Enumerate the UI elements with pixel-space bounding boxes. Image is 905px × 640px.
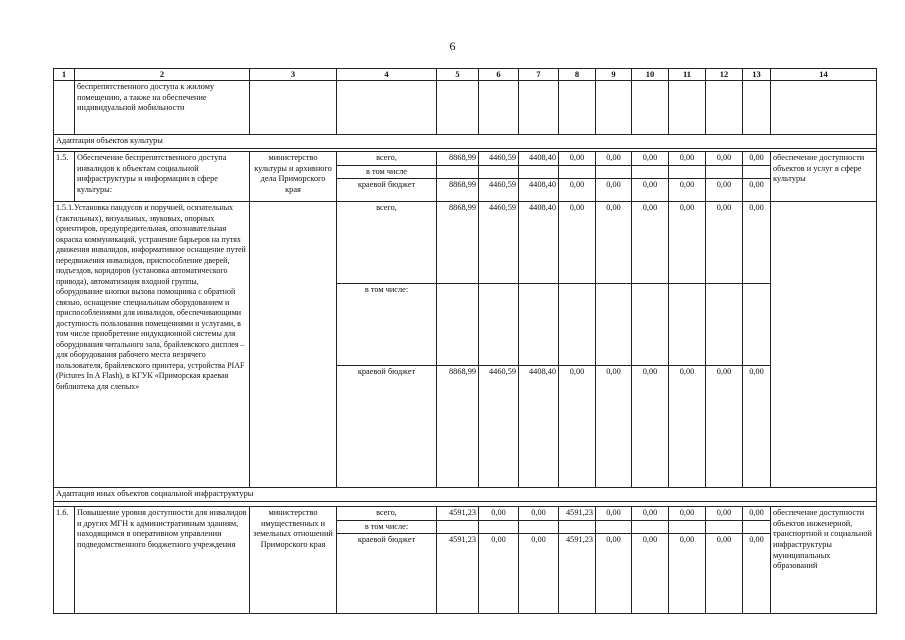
value-cell: 0,00	[632, 507, 669, 521]
value-cell: 4591,23	[559, 507, 596, 521]
header-cell: 8	[559, 69, 596, 81]
value-cell: 0,00	[706, 507, 743, 521]
value-cell: 8868,99	[437, 202, 479, 284]
value-cell: 0,00	[632, 202, 669, 284]
continued-row	[54, 81, 877, 135]
value-cell: 0,00	[519, 507, 559, 521]
result-text: обеспечение доступности объектов инженерной, транспортной и социальной инфраструктуры муниципальных образований	[771, 507, 877, 614]
row-description: Обеспечение беспрепятственного доступа инвалидов к объектам социальной инфраструктуры и информации в сфере культуры:	[75, 152, 250, 202]
header-cell: 4	[337, 69, 437, 81]
row-description: Повышение уровня доступности для инвалидов и других МГН к административным зданиям, находящимся в оперативном управлении подведомственного бюджетного учреждения	[75, 507, 250, 614]
header-cell: 10	[632, 69, 669, 81]
funding-label: всего,	[337, 507, 437, 521]
value-cell: 0,00	[743, 534, 771, 614]
row-number: 1.5.1.	[56, 203, 74, 213]
value-cell: 0,00	[706, 534, 743, 614]
value-cell: 0,00	[632, 534, 669, 614]
header-cell: 3	[250, 69, 337, 81]
value-cell: 4460,59	[479, 152, 519, 166]
value-cell: 0,00	[743, 366, 771, 488]
result-text: обеспечение доступности объектов и услуг в сфере культуры	[771, 152, 877, 202]
value-cell: 0,00	[743, 179, 771, 202]
section-title: Адаптация иных объектов социальной инфраструктуры	[54, 488, 877, 502]
value-cell: 0,00	[519, 534, 559, 614]
value-cell: 0,00	[559, 366, 596, 488]
value-cell: 0,00	[596, 202, 632, 284]
value-cell: 0,00	[632, 366, 669, 488]
header-cell: 14	[771, 69, 877, 81]
value-cell: 4591,23	[437, 534, 479, 614]
value-cell: 8868,99	[437, 366, 479, 488]
value-cell: 0,00	[559, 202, 596, 284]
value-cell: 0,00	[596, 179, 632, 202]
header-cell: 13	[743, 69, 771, 81]
table-row	[54, 152, 877, 166]
header-cell: 9	[596, 69, 632, 81]
value-cell: 0,00	[632, 152, 669, 166]
value-cell: 0,00	[596, 507, 632, 521]
header-cell: 11	[669, 69, 706, 81]
value-cell: 0,00	[669, 366, 706, 488]
funding-label: краевой бюджет	[337, 366, 437, 488]
value-cell: 0,00	[596, 534, 632, 614]
value-cell: 0,00	[706, 152, 743, 166]
value-cell: 0,00	[669, 534, 706, 614]
value-cell: 0,00	[706, 202, 743, 284]
header-cell: 2	[75, 69, 250, 81]
value-cell: 4591,23	[437, 507, 479, 521]
value-cell: 0,00	[669, 152, 706, 166]
value-cell: 4591,23	[559, 534, 596, 614]
row-number: 1.6.	[54, 507, 75, 614]
value-cell: 0,00	[669, 202, 706, 284]
value-cell: 0,00	[669, 179, 706, 202]
executor: министерство имущественных и земельных отношений Приморского края	[250, 507, 337, 614]
value-cell: 0,00	[632, 179, 669, 202]
page-number: 6	[449, 39, 456, 53]
program-table	[53, 68, 877, 614]
value-cell: 0,00	[596, 152, 632, 166]
table-row	[54, 202, 877, 284]
funding-label: в том числе:	[337, 520, 437, 534]
value-cell: 0,00	[559, 152, 596, 166]
row-description	[54, 202, 250, 488]
value-cell: 0,00	[479, 507, 519, 521]
row-description-text: Установка пандусов и поручней, осязательных (тактильных), визуальных, звуковых, опорных ориентиров, предупредительная, опознавательная окраска коммуникаций, устранение барьеров на путях движения инвалидов, информативное оснащение путей передвижения инвалидов, приспособление дверей, подъездов, коридоров (установка автоматического привода), автоматизация входной группы, оборудование кнопки вызова помощника с обратной связью, оснащение специальным оборудованием и приспособлениями для инвалидов, обеспечивающими доступность пользования помещениями и услугами, в том числе приобретение индукционной системы для оборудования читального зала, брайлевского дисплея – для оборудования рабочего места незрячего пользователя, брайлевского принтера, устройства PIAF (Pictures In A Flash), в КГУК «Приморская краевая библиотека для слепых»	[56, 203, 246, 391]
value-cell: 0,00	[706, 366, 743, 488]
header-cell: 1	[54, 69, 75, 81]
value-cell: 0,00	[743, 202, 771, 284]
value-cell: 4408,40	[519, 179, 559, 202]
value-cell: 4408,40	[519, 202, 559, 284]
value-cell: 4460,59	[479, 202, 519, 284]
value-cell: 8868,99	[437, 179, 479, 202]
header-cell: 12	[706, 69, 743, 81]
value-cell: 0,00	[743, 507, 771, 521]
value-cell: 0,00	[559, 179, 596, 202]
funding-label: всего,	[337, 152, 437, 166]
row-number: 1.5.	[54, 152, 75, 202]
funding-label: всего,	[337, 202, 437, 284]
table-row	[54, 507, 877, 521]
value-cell: 4460,59	[479, 179, 519, 202]
funding-label: в том числе	[337, 165, 437, 179]
funding-label: краевой бюджет	[337, 534, 437, 614]
continued-description: беспрепятственного доступа к жилому помещению, а также на обеспечение индивидуальной мобильности	[75, 81, 250, 135]
header-row	[54, 69, 877, 81]
header-cell: 5	[437, 69, 479, 81]
value-cell: 4408,40	[519, 366, 559, 488]
value-cell: 0,00	[596, 366, 632, 488]
value-cell: 0,00	[706, 179, 743, 202]
header-cell: 7	[519, 69, 559, 81]
executor: министерство культуры и архивного дела Приморского края	[250, 152, 337, 202]
section-row-culture	[54, 135, 877, 149]
value-cell: 4408,40	[519, 152, 559, 166]
value-cell: 4460,59	[479, 366, 519, 488]
value-cell: 0,00	[669, 507, 706, 521]
section-title: Адаптация объектов культуры	[54, 135, 877, 149]
header-cell: 6	[479, 69, 519, 81]
value-cell: 0,00	[479, 534, 519, 614]
funding-label: краевой бюджет	[337, 179, 437, 202]
section-row-other	[54, 488, 877, 502]
value-cell: 0,00	[743, 152, 771, 166]
funding-label: в том числе:	[337, 284, 437, 366]
value-cell: 8868,99	[437, 152, 479, 166]
